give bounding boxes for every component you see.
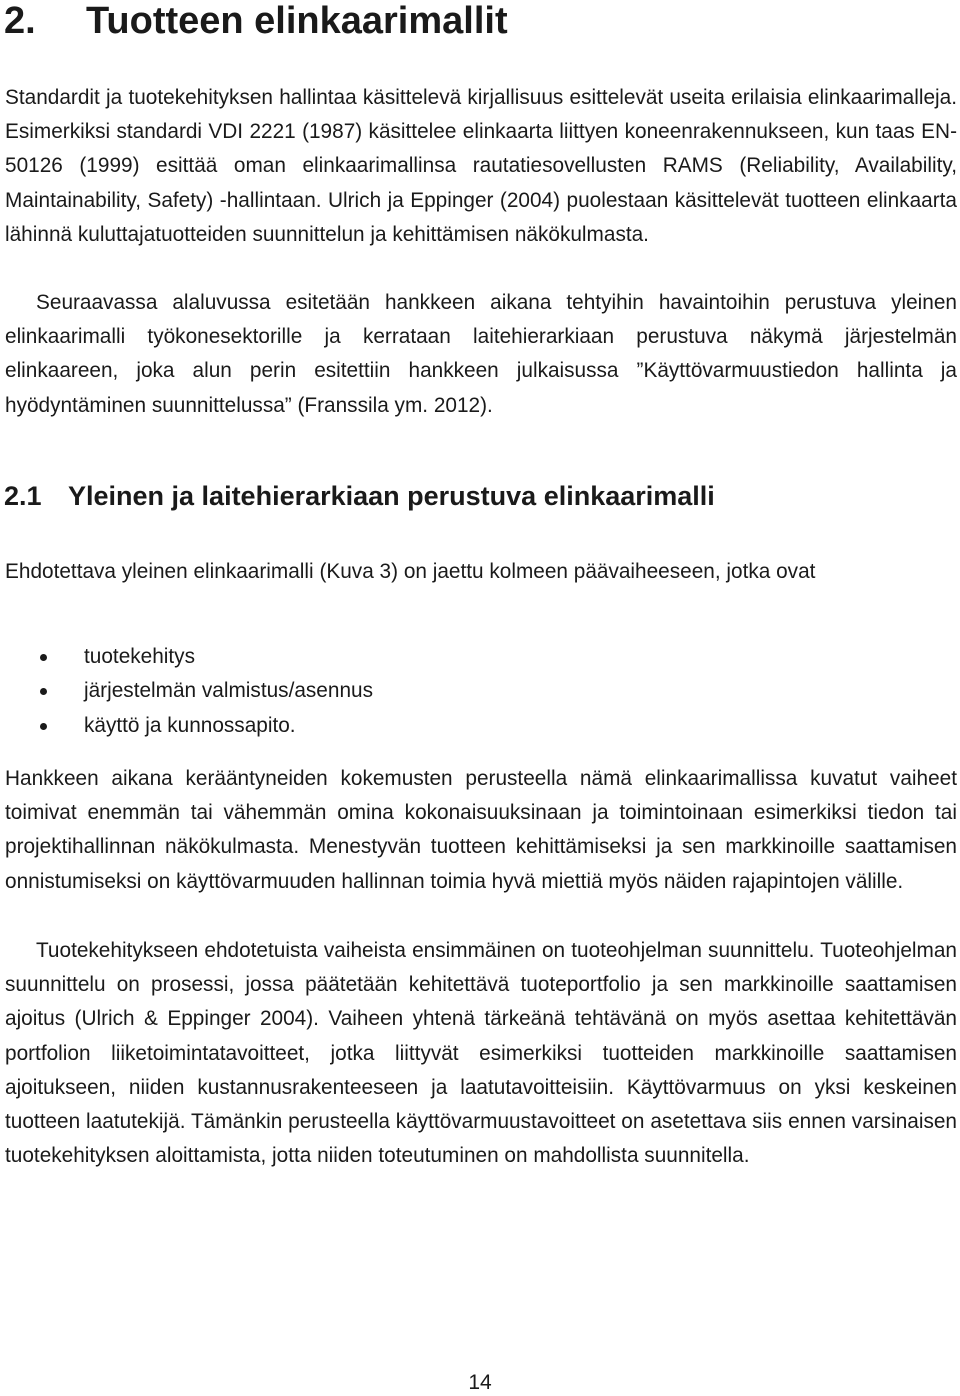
body-paragraph-3: Hankkeen aikana kerääntyneiden kokemusten perusteella nämä elinkaarimallissa kuvatut vaiheet toimivat enemmän tai vähemmän omina kokonaisuuksinaan ja toimintoinaan esimerkiksi tiedon tai projektihallinnan näkökulmasta. Menestyvän tuotteen kehittämiseksi ja sen markkinoille saattamisen onnistumiseksi on käyttövarmuuden hallinnan toimia hyvä miettiä myös näiden rajapintojen välille. [5,767,957,893]
list-item-text: tuotekehitys [84,645,195,668]
page-number: 14 [468,1371,492,1394]
chapter-heading [4,0,508,44]
phase-list [0,640,940,743]
list-item-text: järjestelmän valmistus/asennus [84,679,373,703]
list-item [0,640,940,674]
list-item [0,709,940,743]
section-title: Yleinen ja laitehierarkiaan perustuva elinkaarimalli [68,481,715,511]
section-number: 2.1 [4,481,42,511]
section-heading [4,478,715,514]
list-item-text: käyttö ja kunnossapito. [84,713,296,737]
bullet-icon [40,723,47,730]
chapter-number: 2. [4,0,36,42]
bullet-icon [40,654,47,661]
body-paragraph-4: Tuotekehitykseen ehdotetuista vaiheista ensimmäinen on tuoteohjelman suunnittelu. Tuoteohjelman suunnittelu on prosessi, jossa päätetään kehitettävä tuoteportfolio ja sen markkinoille saattamisen ajoitus (Ulrich & Eppinger 2004). Vaiheen yhtenä tärkeänä tehtävänä on myös asettaa kehitettävän portfolion liiketoimintatavoitteet, jotka liittyvät esimerkiksi tuotteiden markkinoille saattamisen ajoitukseen, niiden kustannusrakenteeseen ja laatutavoitteisiin. Käyttövarmuus on yksi keskeinen tuotteen laatutekijä. Tämänkin perusteella käyttövarmuustavoitteet on asetettava siis ennen varsinaisen tuotekehityksen aloittamista, jotta niiden toteutuminen on mahdollista suunnitella. [5,939,957,1168]
bullet-icon [40,688,47,695]
intro-paragraph-1: Standardit ja tuotekehityksen hallintaa käsittelevä kirjallisuus esittelevät useita erilaisia elinkaarimalleja. Esimerkiksi standardi VDI 2221 (1987) käsittelee elinkaarta liittyen koneenrakennukseen, kun taas EN-50126 (1999) esittää oman elinkaarimallinsa rautatiesovellusten RAMS (Reliability, Availability, Maintainability, Safety) -hallintaan. Ulrich ja Eppinger (2004) puolestaan käsittelevät tuotteen elinkaarta lähinnä kuluttajatuotteiden suunnittelun ja kehittämisen näkökulmasta. [5,86,957,246]
chapter-title: Tuotteen elinkaarimallit [86,0,508,42]
list-item [0,674,940,708]
intro-paragraph-2: Seuraavassa alaluvussa esitetään hankkeen aikana tehtyihin havaintoihin perustuva yleinen elinkaarimalli työkonesektorille ja kerrataan laitehierarkiaan perustuva näkymä järjestelmän elinkaareen, joka alun perin esitettiin hankkeen julkaisussa ”Käyttövarmuustiedon hallinta ja hyödyntäminen suunnittelussa” (Franssila ym. 2012). [5,291,957,417]
section-lead-paragraph: Ehdotettava yleinen elinkaarimalli (Kuva 3) on jaettu kolmeen päävaiheeseen, jotka ovat [5,560,816,583]
